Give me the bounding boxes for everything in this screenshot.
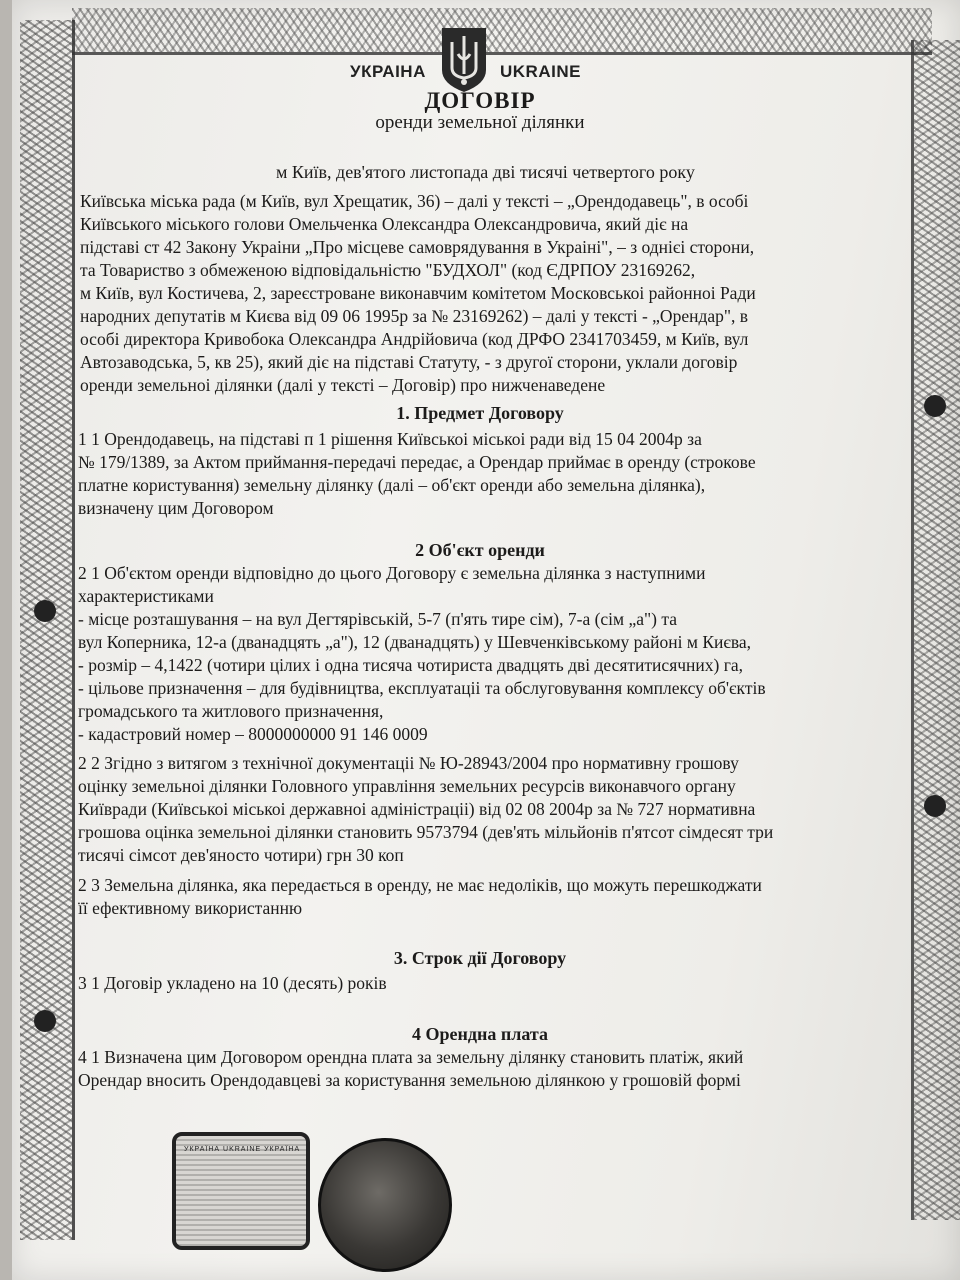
preamble-line: Київського міського голови Омельченка Олександра Олександровича, який діє на	[80, 214, 689, 234]
section-2-paragraph-1	[78, 562, 914, 746]
preamble-line: підставі ст 42 Закону Украіни „Про місцеве самоврядування в Украіні", – з однієі сторони,	[80, 237, 755, 257]
paragraph-line: платне користування) земельну ділянку (далі – об'єкт оренди або земельна ділянка),	[78, 475, 706, 495]
paragraph-line: тисячі сімсот дев'яносто чотири) грн 30 коп	[78, 845, 404, 865]
paragraph-line: - місце розташування – на вул Дегтярівській, 5-7 (п'ять тире сім), 7-а (сім „а") та	[78, 609, 678, 629]
document-title: ДОГОВІР	[424, 88, 536, 113]
paragraph-line: Київради (Київськоі міськоі державноі адміністраціі) від 02 08 2004р за № 727 нормативна	[78, 799, 756, 819]
section-3-paragraph-1	[78, 972, 914, 995]
paragraph-line: 1 1 Орендодавець, на підставі п 1 рішення Київськоі міськоі ради від 15 04 2004р за	[78, 429, 702, 449]
paragraph-line: грошова оцінка земельноі ділянки становить 9573794 (дев'ять мільйонів п'ятсот сімдесят три	[78, 822, 774, 842]
guilloche-border-left	[20, 20, 75, 1240]
paragraph-line: 3 1 Договір укладено на 10 (десять) років	[78, 973, 387, 993]
paragraph-line: - цільове призначення – для будівництва, експлуатаціі та обслуговування комплексу об'єктів	[78, 678, 766, 698]
trident-emblem-icon	[438, 24, 490, 94]
paragraph-line: № 179/1389, за Актом приймання-передачі передає, а Орендар приймає в оренду (строкове	[78, 452, 756, 472]
section-1-title: 1. Предмет Договору	[396, 403, 564, 423]
preamble-line: м Київ, вул Костичева, 2, зареєстроване виконавчим комітетом Московськоі районноі Ради	[80, 283, 756, 303]
preamble-line: особі директора Кривобока Олександра Андрійовича (код ДРФО 2341703459, м Київ, вул	[80, 329, 749, 349]
section-4-title: 4 Орендна плата	[412, 1024, 548, 1044]
preamble-line: народних депутатів м Києва від 09 06 1995р за № 23169262) – далі у тексті - „Орендар", в	[80, 306, 749, 326]
section-4-paragraph-1	[78, 1046, 914, 1092]
country-label-en: UKRAINE	[500, 62, 581, 81]
paragraph-line: - розмір – 4,1422 (чотири цілих і одна тисяча чотириста двадцять дві десятитисячних) га,	[78, 655, 744, 675]
round-seal-stamp	[318, 1138, 452, 1272]
paragraph-line: 2 1 Об'єктом оренди відповідно до цього Договору є земельна ділянка з наступними	[78, 563, 706, 583]
paragraph-line: Орендар вносить Орендодавцеві за користування земельною ділянкою у грошовій формі	[78, 1070, 741, 1090]
paragraph-line: її ефективному використанню	[78, 898, 303, 918]
section-2-title: 2 Об'єкт оренди	[415, 540, 545, 560]
paragraph-line: 4 1 Визначена цим Договором орендна плата за земельну ділянку становить платіж, який	[78, 1047, 744, 1067]
paragraph-line: 2 3 Земельна ділянка, яка передається в оренду, не має недоліків, що можуть перешкоджати	[78, 875, 762, 895]
preamble-line: Автозаводська, 5, кв 25), який діє на підставі Статуту, - з другої сторони, уклали договір	[80, 352, 738, 372]
preamble-line: оренди земельноі ділянки (далі у тексті – Договір) про нижченаведене	[80, 375, 606, 395]
section-2-paragraph-2	[78, 752, 914, 867]
country-label-ua: УКРАІНА	[350, 62, 426, 81]
paragraph-line: вул Коперника, 12-а (дванадцять „а"), 12 (дванадцять) у Шевченківському районі м Києва,	[78, 632, 752, 652]
paragraph-line: громадського та житлового призначення,	[78, 701, 384, 721]
paragraph-line: - кадастровий номер – 8000000000 91 146 0009	[78, 724, 428, 744]
paragraph-line: характеристиками	[78, 586, 214, 606]
preamble-line: Київська міська рада (м Київ, вул Хрещатик, 36) – далі у тексті – „Орендодавець", в особі	[80, 191, 749, 211]
preamble-line: та Товариство з обмеженою відповідальністю "БУДХОЛ" (код ЄДРПОУ 23169262,	[80, 260, 696, 280]
border-dot	[924, 795, 946, 817]
paragraph-line: визначену цим Договором	[78, 498, 274, 518]
section-2-paragraph-3	[78, 874, 914, 920]
section-1-paragraph-1	[78, 428, 914, 520]
paragraph-line: 2 2 Згідно з витягом з технічної документаціі № Ю-28943/2004 про нормативну грошову	[78, 753, 739, 773]
section-3-title: 3. Строк дії Договору	[393, 948, 567, 968]
hologram-stamp	[172, 1132, 310, 1250]
stamp-text: УКРАЇНА UKRAINE УКРАЇНА	[184, 1146, 301, 1153]
preamble	[80, 190, 912, 397]
paragraph-line: оцінку земельноі ділянки Головного управління земельних ресурсів виконавчого органу	[78, 776, 736, 796]
border-dot	[34, 600, 56, 622]
place-date: м Київ, дев'ятого листопада дві тисячі четвертого року	[276, 162, 695, 182]
document-subtitle: оренди земельної ділянки	[375, 112, 585, 133]
